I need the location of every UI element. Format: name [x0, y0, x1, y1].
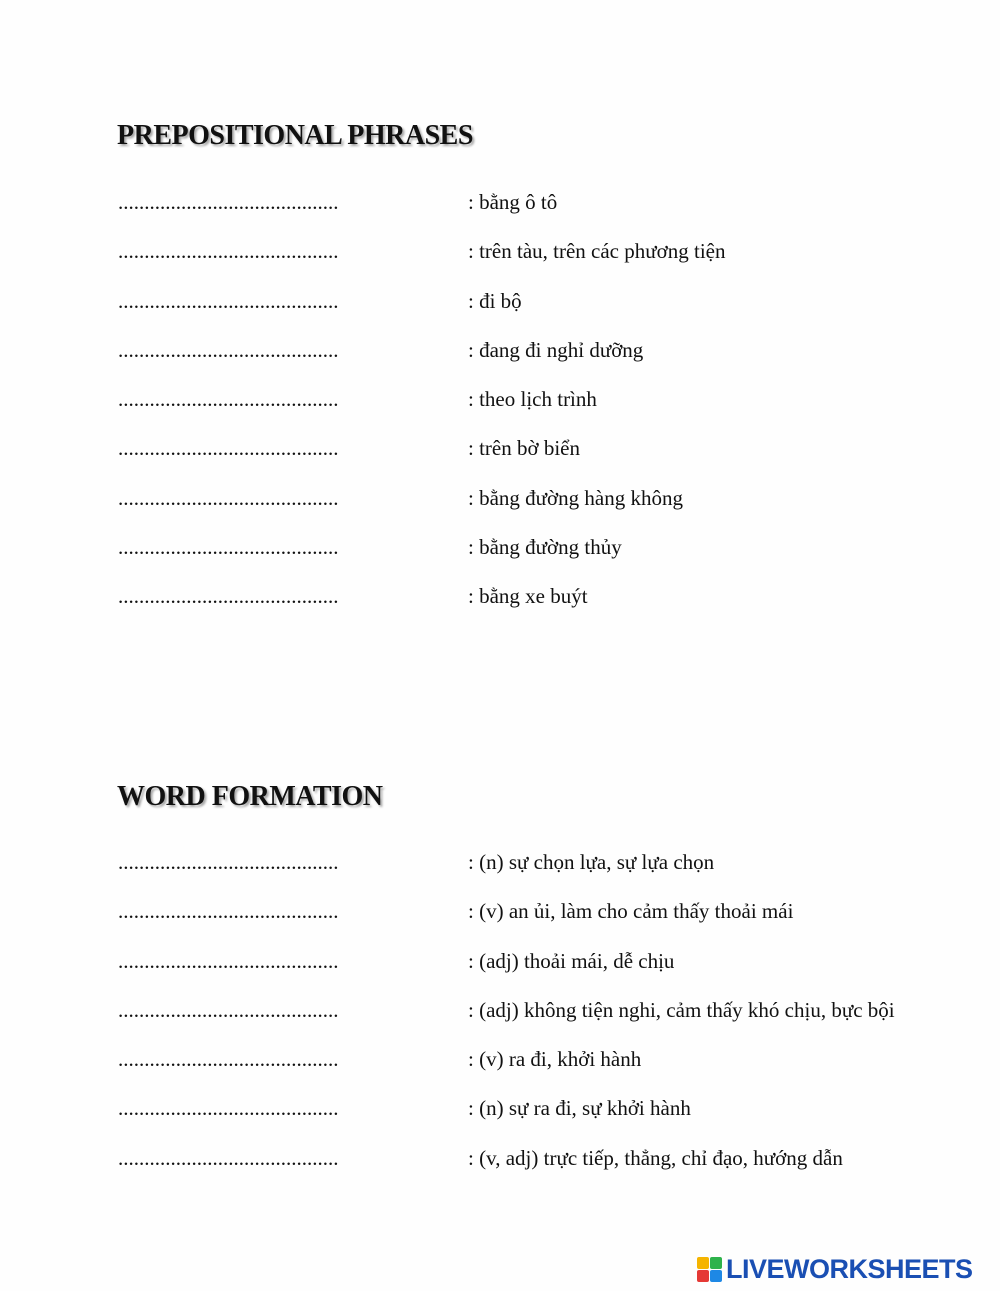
answer-blank[interactable]: ..........................................	[118, 584, 339, 609]
prepositional-phrase-row	[118, 482, 978, 531]
section-title-prepositional-phrases: PREPOSITIONAL PHRASES	[117, 120, 473, 151]
answer-blank[interactable]: ..........................................	[118, 239, 339, 264]
meaning-text: : (n) sự ra đi, sự khởi hành	[468, 1096, 691, 1121]
prepositional-phrase-row	[118, 334, 978, 383]
meaning-text: : (v) an ủi, làm cho cảm thấy thoải mái	[468, 899, 794, 924]
answer-blank[interactable]: ..........................................	[118, 850, 339, 874]
logo-square-red	[697, 1270, 709, 1282]
answer-blank[interactable]: ..........................................	[118, 1096, 339, 1121]
word-formation-row	[118, 1043, 978, 1092]
prepositional-phrases-list	[118, 186, 978, 630]
answer-blank[interactable]: ..........................................	[118, 997, 339, 1022]
meaning-text: : bằng xe buýt	[468, 584, 588, 609]
word-formation-row	[118, 846, 978, 895]
section-title-word-formation: WORD FORMATION	[117, 781, 383, 812]
answer-blank[interactable]: ..........................................	[118, 948, 339, 973]
word-formation-row	[118, 895, 978, 944]
prepositional-phrase-row	[118, 186, 978, 235]
meaning-text: : trên tàu, trên các phương tiện	[468, 239, 726, 264]
meaning-text: : (adj) thoải mái, dễ chịu	[468, 948, 675, 973]
word-formation-row	[118, 994, 978, 1043]
meaning-text: : bằng đường thủy	[468, 535, 622, 560]
answer-blank[interactable]: ..........................................	[118, 1145, 339, 1170]
meaning-text: : đi bộ	[468, 288, 522, 313]
prepositional-phrase-row	[118, 285, 978, 334]
meaning-text: : trên bờ biển	[468, 436, 580, 461]
meaning-text: : (n) sự chọn lựa, sự lựa chọn	[468, 850, 715, 874]
prepositional-phrase-row	[118, 531, 978, 580]
liveworksheets-logo	[697, 1254, 973, 1284]
liveworksheets-logo-icon	[697, 1257, 722, 1282]
answer-blank[interactable]: ..........................................	[118, 387, 339, 412]
logo-square-yellow	[697, 1257, 709, 1269]
word-formation-row	[118, 1092, 978, 1141]
answer-blank[interactable]: ..........................................	[118, 436, 339, 461]
answer-blank[interactable]: ..........................................	[118, 288, 339, 313]
answer-blank[interactable]: ..........................................	[118, 485, 339, 510]
word-formation-list	[118, 846, 978, 1191]
logo-square-green	[710, 1257, 722, 1269]
prepositional-phrase-row	[118, 432, 978, 481]
logo-text: LIVEWORKSHEETS	[726, 1253, 973, 1284]
answer-blank[interactable]: ..........................................	[118, 1047, 339, 1072]
prepositional-phrase-row	[118, 235, 978, 284]
meaning-text: : (v, adj) trực tiếp, thẳng, chỉ đạo, hướng dẫn	[468, 1145, 843, 1170]
prepositional-phrase-row	[118, 383, 978, 432]
prepositional-phrase-row	[118, 580, 978, 629]
logo-square-blue	[710, 1270, 722, 1282]
answer-blank[interactable]: ..........................................	[118, 899, 339, 924]
meaning-text: : theo lịch trình	[468, 387, 597, 412]
meaning-text: : (v) ra đi, khởi hành	[468, 1047, 642, 1072]
word-formation-row	[118, 1142, 978, 1191]
meaning-text: : bằng ô tô	[468, 190, 558, 214]
meaning-text: : đang đi nghỉ dưỡng	[468, 337, 644, 362]
meaning-text: : bằng đường hàng không	[468, 485, 683, 510]
answer-blank[interactable]: ..........................................	[118, 190, 339, 214]
answer-blank[interactable]: ..........................................	[118, 337, 339, 362]
word-formation-row	[118, 945, 978, 994]
answer-blank[interactable]: ..........................................	[118, 535, 339, 560]
meaning-text: : (adj) không tiện nghi, cảm thấy khó chịu, bực bội	[468, 997, 895, 1022]
